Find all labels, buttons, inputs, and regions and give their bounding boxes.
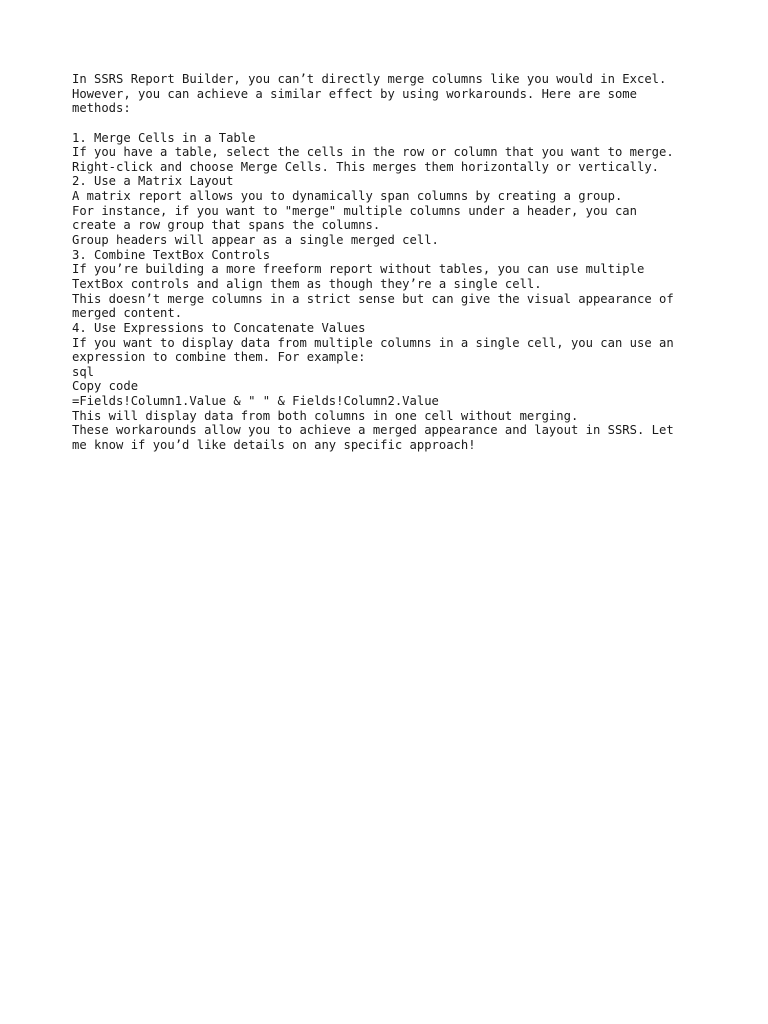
document-body	[72, 72, 696, 453]
paragraph-gap	[72, 116, 696, 131]
section-line: This doesn’t merge columns in a strict sense but can give the visual appearance of	[72, 291, 674, 306]
code-expression: =Fields!Column1.Value & " " & Fields!Column2.Value	[72, 394, 439, 409]
section-line: merged content.	[72, 306, 183, 321]
section-line: create a row group that spans the columns.	[72, 218, 381, 233]
section-heading: 2. Use a Matrix Layout	[72, 174, 234, 189]
intro-line: methods:	[72, 101, 131, 116]
section-heading: 4. Use Expressions to Concatenate Values	[72, 320, 366, 335]
section-line: Group headers will appear as a single merged cell.	[72, 233, 439, 248]
closing-line: These workarounds allow you to achieve a merged appearance and layout in SSRS. Let	[72, 423, 674, 438]
section-line: TextBox controls and align them as though they’re a single cell.	[72, 276, 542, 291]
section-line: If you want to display data from multiple columns in a single cell, you can use an	[72, 335, 674, 350]
intro-line: However, you can achieve a similar effect by using workarounds. Here are some	[72, 86, 637, 101]
code-language-label: sql	[72, 364, 95, 379]
section-line: A matrix report allows you to dynamically span columns by creating a group.	[72, 189, 623, 204]
closing-line: me know if you’d like details on any specific approach!	[72, 438, 476, 453]
section-heading: 1. Merge Cells in a Table	[72, 130, 256, 145]
section-line: If you’re building a more freeform report without tables, you can use multiple	[72, 262, 645, 277]
section-line: For instance, if you want to "merge" multiple columns under a header, you can	[72, 203, 637, 218]
section-line: expression to combine them. For example:	[72, 350, 366, 365]
intro-line: In SSRS Report Builder, you can’t directly merge columns like you would in Excel.	[72, 72, 667, 86]
section-heading: 3. Combine TextBox Controls	[72, 247, 271, 262]
section-line: If you have a table, select the cells in the row or column that you want to merge.	[72, 145, 674, 160]
section-line: Right-click and choose Merge Cells. This merges them horizontally or vertically.	[72, 159, 659, 174]
copy-code-label: Copy code	[72, 379, 139, 394]
section-line: This will display data from both columns in one cell without merging.	[72, 408, 579, 423]
